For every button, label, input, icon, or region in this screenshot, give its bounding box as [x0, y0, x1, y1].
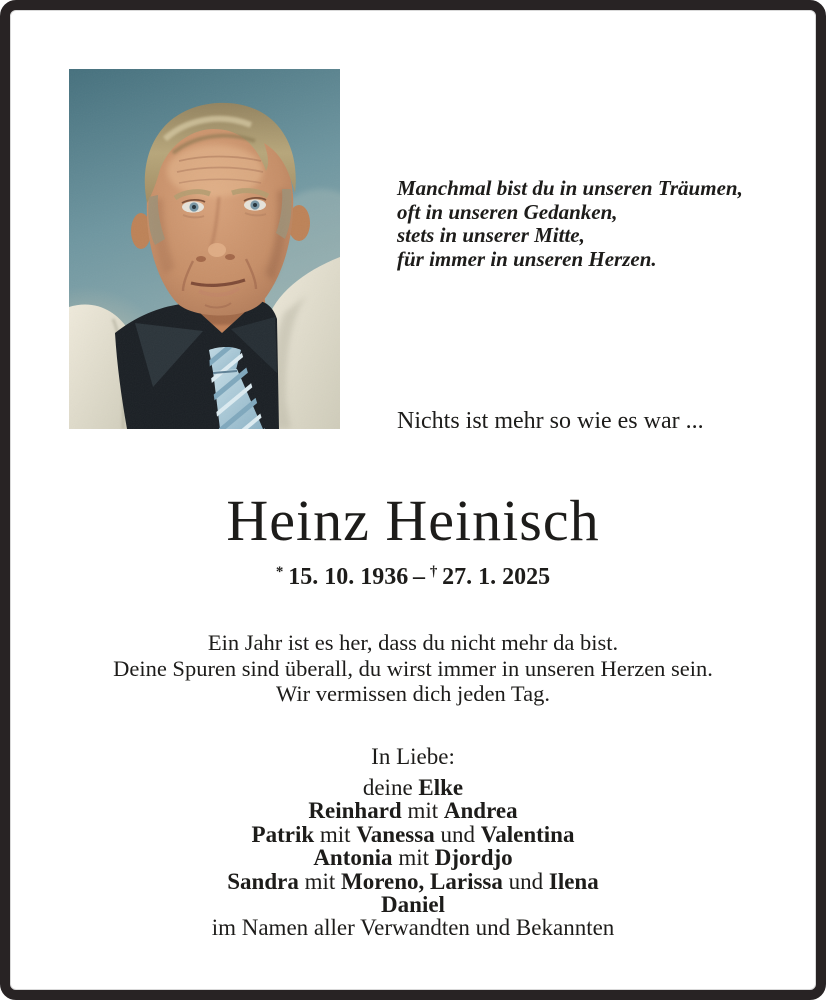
family-line [0, 893, 826, 916]
text-line: oft in unseren Gedanken, [397, 199, 618, 224]
family-names [0, 776, 826, 940]
memorial-text [0, 630, 826, 707]
connector-text: im Namen aller Verwandten und Bekannten [211, 915, 615, 941]
text-line: Deine Spuren sind überall, du wirst immer in unseren Herzen sein. [113, 655, 713, 681]
connector-text: mit [298, 868, 342, 894]
deceased-name: Heinz Heinisch [226, 488, 600, 553]
family-member-name: Moreno, Larissa [341, 868, 503, 894]
death-date: 27. 1. 2025 [442, 564, 551, 590]
text-line: für immer in unseren Herzen. [397, 246, 657, 271]
connector-text: deine [362, 775, 419, 800]
family-line [0, 846, 826, 869]
family-line [0, 776, 826, 799]
family-line [0, 870, 826, 893]
family-line [0, 916, 826, 939]
family-line [0, 799, 826, 822]
family-line [0, 823, 826, 846]
connector-text: mit [314, 821, 357, 847]
death-cross-symbol: † [429, 564, 438, 580]
family-member-name: Daniel [381, 892, 445, 918]
connector-text: mit [401, 798, 444, 824]
family-member-name: Elke [418, 775, 464, 800]
portrait-photo [69, 69, 340, 429]
life-dates [0, 557, 826, 592]
connector-text: und [434, 821, 481, 847]
connector-text: mit [392, 845, 435, 871]
opening-verse [397, 177, 757, 271]
date-separator: – [413, 564, 425, 590]
text-line: stets in unserer Mitte, [397, 223, 585, 247]
text-line: Manchmal bist du in unseren Träumen, [397, 176, 743, 200]
birth-date: 15. 10. 1936 [288, 564, 409, 590]
family-member-name: Antonia [313, 845, 393, 871]
text-line: Wir vermissen dich jeden Tag. [276, 681, 550, 706]
birth-star-symbol: * [275, 564, 284, 580]
closing-intro: In Liebe: [371, 744, 455, 769]
family-member-name: Djordjo [434, 845, 513, 871]
family-member-name: Patrik [251, 821, 315, 847]
portrait-photo-illustration [69, 69, 340, 429]
family-member-name: Vanessa [356, 821, 435, 847]
family-member-name: Valentina [480, 821, 575, 847]
family-member-name: Andrea [443, 798, 518, 824]
connector-text: und [502, 868, 549, 894]
quote-line: Nichts ist mehr so wie es war ... [397, 408, 704, 434]
family-member-name: Reinhard [308, 798, 402, 824]
text-line: Ein Jahr ist es her, dass du nicht mehr da bist. [207, 630, 619, 655]
family-member-name: Sandra [227, 868, 299, 894]
family-member-name: Ilena [548, 868, 599, 894]
